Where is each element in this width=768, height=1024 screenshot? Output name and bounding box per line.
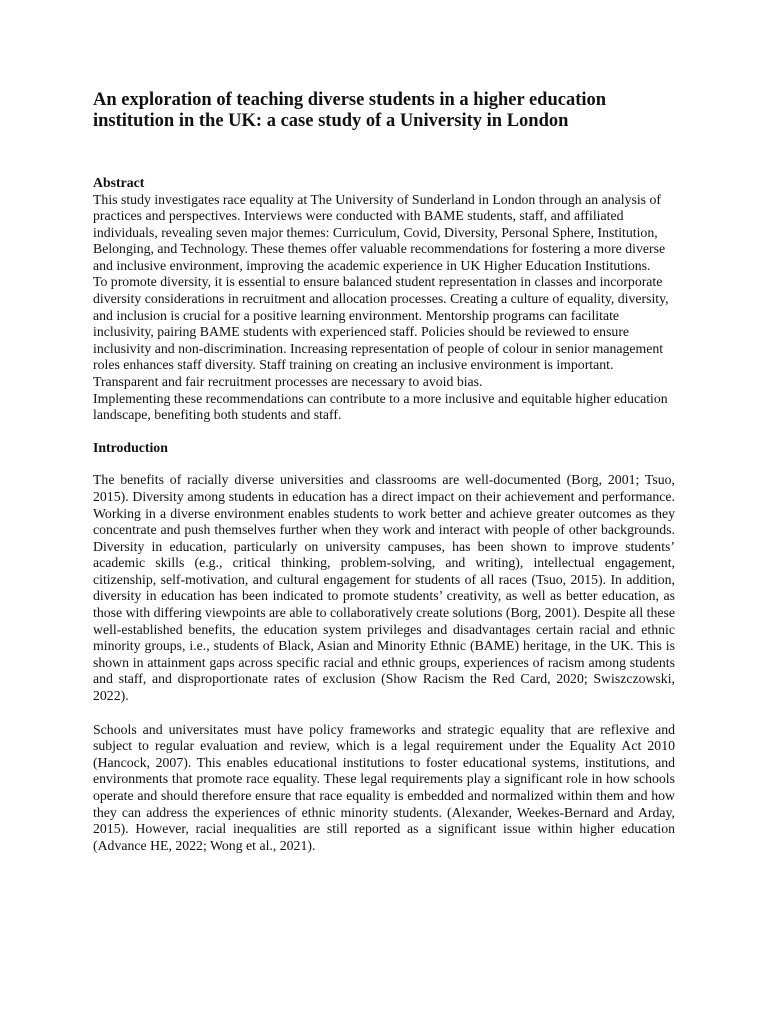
paper-title: An exploration of teaching diverse students in a higher education institution in the UK: a case study of a University in London <box>93 90 607 131</box>
abstract-heading: Abstract <box>93 175 145 190</box>
abstract-section <box>93 175 675 424</box>
introduction-paragraph: Schools and universitates must have policy frameworks and strategic equality that are reflexive and subject to regular evaluation and review, which is a legal requirement under the Equality Act 2010 (Hancock, 2007). This enables educational institutions to foster educational systems, institutions, and environments that promote race equality. These legal requirements play a significant role in how schools operate and should therefore ensure that race equality is embedded and normalized within them and how they can address the experiences of ethnic minority students. (Alexander, Weekes-Bernard and Arday, 2015). However, racial inequalities are still reported as a significant issue within higher education (Advance HE, 2022; Wong et al., 2021). <box>93 721 675 853</box>
introduction-section <box>93 440 675 855</box>
abstract-paragraph: This study investigates race equality at The University of Sunderland in London through an analysis of practices and perspectives. Interviews were conducted with BAME students, staff, and affiliated individuals, revealing seven major themes: Curriculum, Covid, Diversity, Personal Sphere, Institution, Belonging, and Technology. These themes offer valuable recommendations for fostering a more diverse and inclusive environment, improving the academic experience in UK Higher Education Institutions. <box>93 191 666 273</box>
abstract-paragraph: To promote diversity, it is essential to ensure balanced student representation in classes and incorporate diversity considerations in recruitment and allocation processes. Creating a culture of equality, diversity, and inclusion is crucial for a positive learning environment. Mentorship programs can facilitate inclusivity, pairing BAME students with experienced staff. Policies should be reviewed to ensure inclusivity and non-discrimination. Increasing representation of people of colour in senior management roles enhances staff diversity. Staff training on creating an inclusive environment is important. Transparent and fair recruitment processes are necessary to avoid bias. <box>93 274 669 390</box>
introduction-paragraph: The benefits of racially diverse universities and classrooms are well-documented (Borg, 2001; Tsuo, 2015). Diversity among students in education has a direct impact on their achievement and performance. Working in a diverse environment enables students to work better and achieve greater outcomes as they concentrate and push themselves further when they work and interact with people of other backgrounds. Diversity in education, particularly on university campuses, has been shown to improve students’ academic skills (e.g., critical thinking, problem-solving, and writing), intellectual engagement, citizenship, self-motivation, and cultural engagement for students of all races (Tsuo, 2015). In addition, diversity in education has been indicated to promote students’ creativity, as well as better education, as those with differing viewpoints are able to collaboratively create solutions (Borg, 2001). Despite all these well-established benefits, the education system privileges and disadvantages certain racial and ethnic minority groups, i.e., students of Black, Asian and Minority Ethnic (BAME) heritage, in the UK. This is shown in attainment gaps across specific racial and ethnic groups, experiences of racism among students and staff, and disproportionate rates of exclusion (Show Racism the Red Card, 2020; Swiszczowski, 2022). <box>93 472 675 704</box>
introduction-heading: Introduction <box>93 439 168 455</box>
abstract-paragraph: Implementing these recommendations can contribute to a more inclusive and equitable higher education landscape, benefiting both students and staff. <box>93 390 668 423</box>
